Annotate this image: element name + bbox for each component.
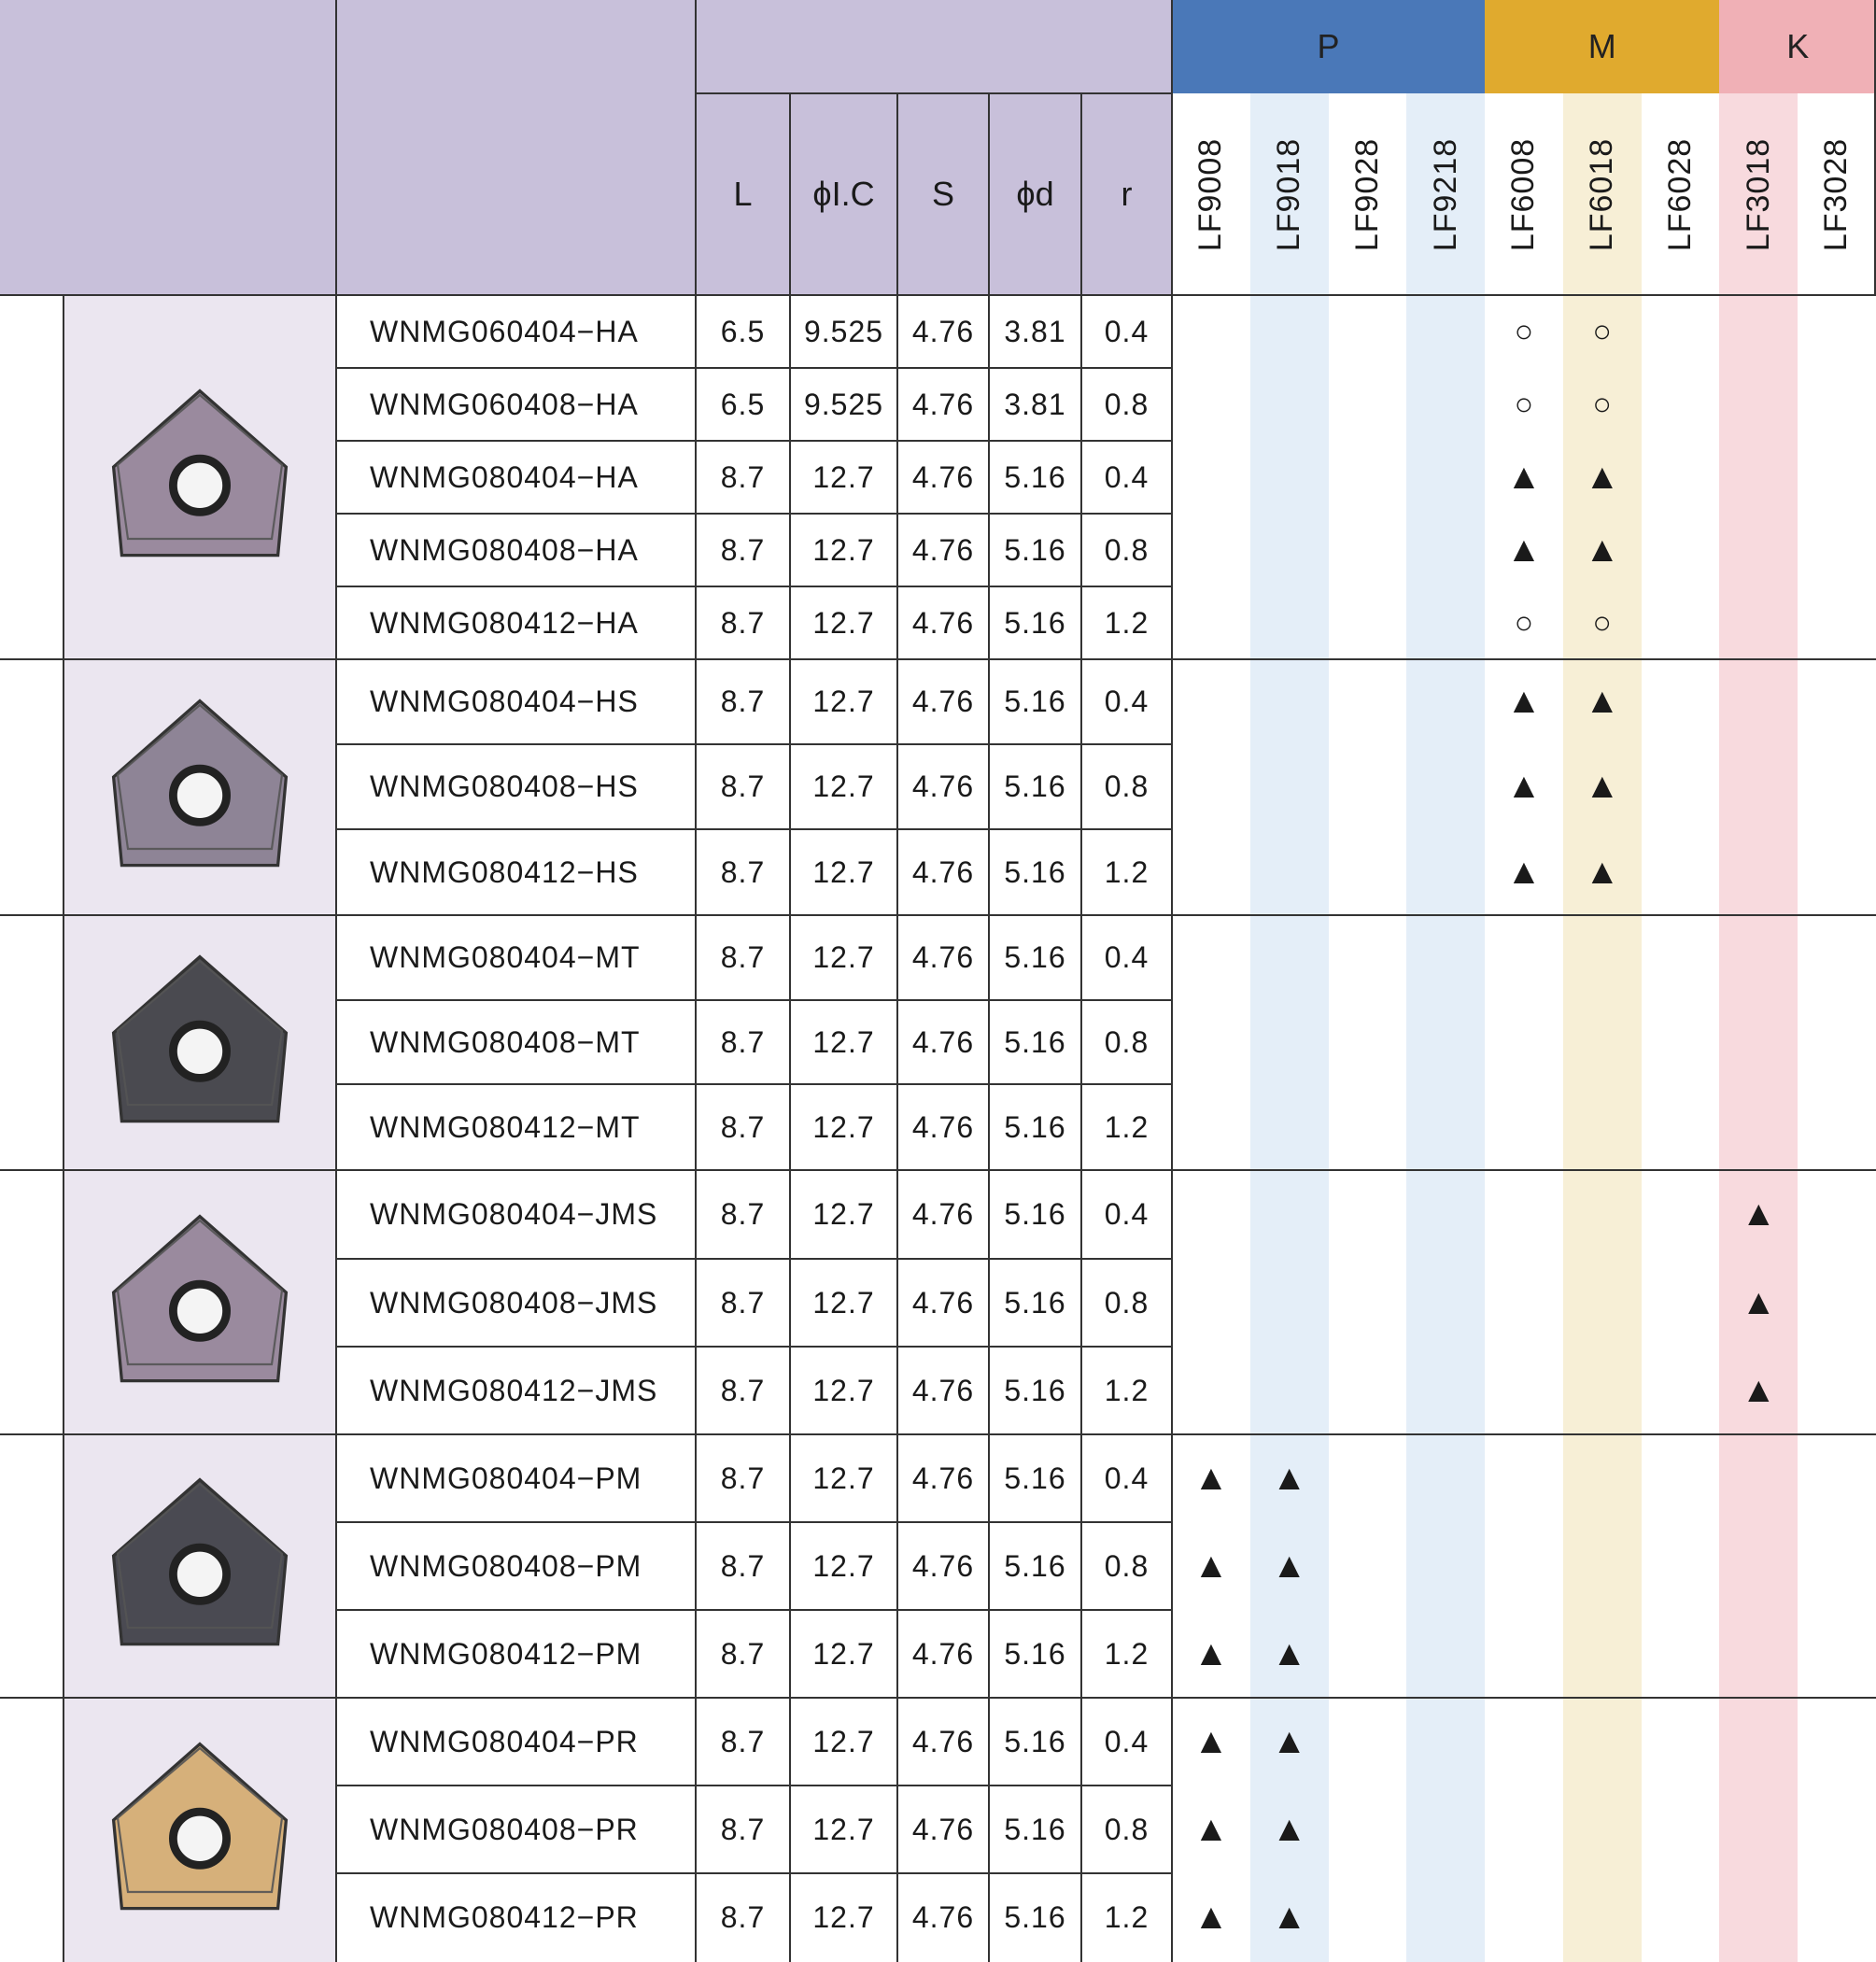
- grid-line: [1080, 93, 1082, 1962]
- insert-image: [63, 295, 336, 659]
- grid-line: [336, 367, 1172, 369]
- availability-mark: ○: [1592, 386, 1613, 422]
- grid-line: [0, 294, 1876, 296]
- dim-cell-l: 8.7: [720, 1900, 766, 1934]
- dim-cell-ic: 12.7: [812, 769, 875, 803]
- dim-cell-ic: 12.7: [812, 940, 875, 974]
- model-cell: WNMG080404−PR: [370, 1724, 639, 1758]
- grid-line: [336, 1083, 1172, 1085]
- dim-cell-s: 4.76: [911, 854, 975, 889]
- dim-cell-d: 5.16: [1004, 459, 1066, 494]
- dim-header-2: S: [931, 175, 954, 213]
- dim-cell-ic: 12.7: [812, 532, 875, 567]
- grid-line: [988, 93, 990, 1962]
- availability-mark: ▲: [1741, 1194, 1777, 1234]
- dim-cell-d: 5.16: [1004, 532, 1066, 567]
- dim-cell-s: 4.76: [911, 605, 975, 640]
- grid-line: [0, 658, 1876, 660]
- grid-line: [336, 999, 1172, 1001]
- dim-cell-s: 4.76: [911, 314, 975, 348]
- dim-header-4: r: [1121, 175, 1133, 213]
- grade-header-lf6008: [1485, 93, 1563, 295]
- dim-cell-r: 1.2: [1104, 1109, 1150, 1144]
- dim-cell-s: 4.76: [911, 1197, 975, 1231]
- dim-cell-ic: 12.7: [812, 605, 875, 640]
- dim-cell-s: 4.76: [911, 1636, 975, 1671]
- dim-cell-s: 4.76: [911, 1724, 975, 1758]
- dim-cell-ic: 12.7: [812, 1285, 875, 1320]
- dim-cell-ic: 12.7: [812, 1724, 875, 1758]
- model-cell: WNMG080412−PM: [370, 1636, 642, 1671]
- grade-header-lf6018: [1563, 93, 1642, 295]
- dim-cell-l: 8.7: [720, 605, 766, 640]
- dim-cell-r: 0.4: [1104, 1197, 1150, 1231]
- model-cell: WNMG080404−PM: [370, 1461, 642, 1495]
- dim-cell-d: 5.16: [1004, 1900, 1066, 1934]
- dim-cell-s: 4.76: [911, 459, 975, 494]
- grade-label: LF9008: [1192, 137, 1229, 251]
- model-cell: WNMG080404−MT: [370, 940, 641, 974]
- model-cell: WNMG080412−HS: [370, 854, 639, 889]
- grid-line: [336, 440, 1172, 442]
- dim-cell-r: 0.8: [1104, 1024, 1150, 1059]
- dim-cell-d: 5.16: [1004, 605, 1066, 640]
- grade-label: LF3028: [1818, 137, 1855, 251]
- grid-line: [0, 1697, 1876, 1699]
- insert-image: [63, 915, 336, 1170]
- dim-cell-r: 0.8: [1104, 1812, 1150, 1846]
- dim-cell-ic: 12.7: [812, 854, 875, 889]
- availability-mark: ▲: [1193, 1721, 1229, 1761]
- availability-mark: ▲: [1584, 767, 1620, 806]
- availability-mark: ▲: [1193, 1898, 1229, 1937]
- dim-cell-l: 8.7: [720, 769, 766, 803]
- availability-mark: ○: [1514, 313, 1534, 349]
- dim-cell-r: 0.8: [1104, 532, 1150, 567]
- dim-cell-l: 8.7: [720, 1373, 766, 1407]
- dim-cell-d: 5.16: [1004, 1373, 1066, 1407]
- grade-label: LF6018: [1584, 137, 1620, 251]
- dim-cell-d: 5.16: [1004, 1548, 1066, 1583]
- availability-mark: ▲: [1506, 767, 1542, 806]
- carbide-insert-icon: [97, 1728, 303, 1933]
- dim-header-0: L: [733, 175, 753, 213]
- dim-cell-d: 5.16: [1004, 940, 1066, 974]
- dim-cell-l: 8.7: [720, 854, 766, 889]
- dim-cell-r: 0.4: [1104, 1724, 1150, 1758]
- grade-header-lf9008: [1172, 93, 1250, 295]
- dim-cell-l: 8.7: [720, 459, 766, 494]
- dim-cell-d: 5.16: [1004, 1636, 1066, 1671]
- grid-line: [789, 93, 791, 1962]
- dim-cell-s: 4.76: [911, 685, 975, 718]
- dim-cell-ic: 9.525: [803, 387, 884, 421]
- dim-cell-r: 1.2: [1104, 605, 1150, 640]
- dim-cell-ic: 9.525: [803, 314, 884, 348]
- dim-cell-s: 4.76: [911, 1461, 975, 1495]
- model-cell: WNMG080412−HA: [370, 605, 639, 640]
- availability-mark: ▲: [1506, 682, 1542, 721]
- dim-cell-d: 3.81: [1004, 314, 1066, 348]
- availability-mark: ○: [1592, 604, 1613, 641]
- grid-line: [1171, 0, 1173, 1962]
- dim-cell-l: 8.7: [720, 1636, 766, 1671]
- availability-mark: ▲: [1271, 1898, 1307, 1937]
- grid-line: [336, 1346, 1172, 1348]
- availability-mark: ▲: [1271, 1546, 1307, 1586]
- grade-label: LF9028: [1348, 137, 1385, 251]
- dim-cell-r: 0.8: [1104, 1548, 1150, 1583]
- grade-header-lf9028: [1329, 93, 1407, 295]
- availability-mark: ▲: [1741, 1282, 1777, 1322]
- grid-line: [336, 743, 1172, 745]
- grid-line: [896, 93, 898, 1962]
- insert-image: [63, 1434, 336, 1698]
- dim-cell-ic: 12.7: [812, 685, 875, 718]
- dim-cell-l: 6.5: [720, 314, 766, 348]
- dim-cell-d: 5.16: [1004, 1024, 1066, 1059]
- model-cell: WNMG060404−HA: [370, 314, 639, 348]
- dim-cell-l: 8.7: [720, 1548, 766, 1583]
- model-cell: WNMG080412−PR: [370, 1900, 639, 1934]
- dim-cell-r: 0.4: [1104, 1461, 1150, 1495]
- dim-cell-r: 0.4: [1104, 685, 1150, 718]
- dim-header-1: ϕI.C: [812, 175, 875, 213]
- grid-line: [695, 0, 697, 1962]
- dim-cell-d: 5.16: [1004, 1812, 1066, 1846]
- dim-cell-ic: 12.7: [812, 1024, 875, 1059]
- dim-cell-s: 4.76: [911, 387, 975, 421]
- dim-cell-l: 8.7: [720, 1461, 766, 1495]
- availability-mark: ▲: [1741, 1370, 1777, 1410]
- dim-cell-l: 8.7: [720, 1285, 766, 1320]
- dim-cell-r: 1.2: [1104, 1900, 1150, 1934]
- grid-line: [336, 1258, 1172, 1260]
- grid-line: [336, 828, 1172, 830]
- grid-line: [335, 0, 337, 1962]
- dim-cell-d: 5.16: [1004, 769, 1066, 803]
- material-group-p: P: [1172, 0, 1485, 93]
- availability-mark: ▲: [1271, 1721, 1307, 1761]
- availability-mark: ▲: [1584, 852, 1620, 892]
- grade-label: LF6028: [1662, 137, 1699, 251]
- dim-cell-d: 5.16: [1004, 1197, 1066, 1231]
- dim-cell-l: 8.7: [720, 1109, 766, 1144]
- carbide-insert-icon: [97, 940, 303, 1146]
- dim-cell-ic: 12.7: [812, 1373, 875, 1407]
- dim-cell-s: 4.76: [911, 1373, 975, 1407]
- model-cell: WNMG080412−JMS: [370, 1373, 658, 1407]
- availability-mark: ▲: [1584, 682, 1620, 721]
- dim-cell-s: 4.76: [911, 769, 975, 803]
- dim-cell-s: 4.76: [911, 1548, 975, 1583]
- dim-cell-s: 4.76: [911, 1812, 975, 1846]
- dim-cell-s: 4.76: [911, 940, 975, 974]
- model-cell: WNMG080408−JMS: [370, 1285, 658, 1320]
- dim-cell-l: 6.5: [720, 387, 766, 421]
- dim-cell-ic: 12.7: [812, 1900, 875, 1934]
- availability-mark: ▲: [1193, 1633, 1229, 1673]
- insert-image: [63, 1170, 336, 1434]
- dim-cell-s: 4.76: [911, 1285, 975, 1320]
- insert-image: [63, 659, 336, 915]
- dim-cell-l: 8.7: [720, 532, 766, 567]
- model-cell: WNMG080408−PM: [370, 1548, 642, 1583]
- dim-cell-l: 8.7: [720, 1197, 766, 1231]
- grade-header-lf6028: [1642, 93, 1720, 295]
- dim-cell-r: 0.8: [1104, 1285, 1150, 1320]
- model-cell: WNMG080412−MT: [370, 1109, 641, 1144]
- availability-mark: ▲: [1271, 1809, 1307, 1849]
- availability-mark: ○: [1514, 604, 1534, 641]
- grade-header-lf3028: [1798, 93, 1876, 295]
- model-cell: WNMG080404−HS: [370, 685, 639, 718]
- availability-mark: ▲: [1193, 1809, 1229, 1849]
- availability-mark: ▲: [1584, 457, 1620, 497]
- dim-cell-d: 5.16: [1004, 1109, 1066, 1144]
- carbide-insert-icon: [97, 1463, 303, 1669]
- dim-cell-s: 4.76: [911, 1024, 975, 1059]
- availability-mark: ▲: [1584, 529, 1620, 570]
- grade-label: LF9218: [1427, 137, 1463, 251]
- dim-cell-r: 0.4: [1104, 459, 1150, 494]
- material-group-k: K: [1719, 0, 1876, 93]
- dim-cell-d: 3.81: [1004, 387, 1066, 421]
- dim-cell-s: 4.76: [911, 1900, 975, 1934]
- dim-cell-ic: 12.7: [812, 1461, 875, 1495]
- grid-line: [336, 513, 1172, 515]
- dim-cell-s: 4.76: [911, 1109, 975, 1144]
- material-group-m: M: [1485, 0, 1719, 93]
- availability-mark: ▲: [1506, 457, 1542, 497]
- model-cell: WNMG080408−HS: [370, 769, 639, 803]
- model-cell: WNMG080404−JMS: [370, 1197, 658, 1231]
- dim-cell-ic: 12.7: [812, 1197, 875, 1231]
- availability-mark: ▲: [1271, 1633, 1307, 1673]
- availability-mark: ▲: [1271, 1458, 1307, 1498]
- grade-column-tint: [1406, 295, 1485, 1962]
- dim-cell-r: 0.4: [1104, 940, 1150, 974]
- dim-cell-d: 5.16: [1004, 1724, 1066, 1758]
- model-cell: WNMG080408−HA: [370, 532, 639, 567]
- dim-cell-r: 0.8: [1104, 769, 1150, 803]
- grid-line: [336, 1872, 1172, 1874]
- grid-line: [336, 1521, 1172, 1523]
- grid-line: [696, 92, 1172, 94]
- model-cell: WNMG080404−HA: [370, 459, 639, 494]
- grid-line: [336, 586, 1172, 587]
- dim-cell-l: 8.7: [720, 1812, 766, 1846]
- dim-cell-r: 0.4: [1104, 314, 1150, 348]
- grade-column-tint: [1719, 295, 1798, 1962]
- grid-line: [63, 295, 64, 1962]
- dim-cell-ic: 12.7: [812, 1812, 875, 1846]
- grid-line: [336, 1609, 1172, 1611]
- model-cell: WNMG080408−PR: [370, 1812, 639, 1846]
- availability-mark: ▲: [1193, 1458, 1229, 1498]
- dim-cell-d: 5.16: [1004, 1461, 1066, 1495]
- dim-cell-s: 4.76: [911, 532, 975, 567]
- availability-mark: ○: [1592, 313, 1613, 349]
- grid-line: [0, 1433, 1876, 1435]
- model-cell: WNMG060408−HA: [370, 387, 639, 421]
- grade-header-lf3018: [1719, 93, 1798, 295]
- availability-mark: ▲: [1506, 529, 1542, 570]
- grade-label: LF3018: [1740, 137, 1776, 251]
- dim-cell-ic: 12.7: [812, 1109, 875, 1144]
- dim-cell-l: 8.7: [720, 940, 766, 974]
- grade-header-lf9018: [1250, 93, 1329, 295]
- carbide-insert-icon: [97, 374, 303, 580]
- grid-line: [0, 914, 1876, 916]
- dim-cell-d: 5.16: [1004, 854, 1066, 889]
- dim-cell-r: 0.8: [1104, 387, 1150, 421]
- dim-cell-l: 8.7: [720, 685, 766, 718]
- dim-cell-d: 5.16: [1004, 1285, 1066, 1320]
- model-cell: WNMG080408−MT: [370, 1024, 641, 1059]
- carbide-insert-icon: [97, 1200, 303, 1405]
- grade-label: LF6008: [1505, 137, 1542, 251]
- dim-cell-r: 1.2: [1104, 1636, 1150, 1671]
- grid-line: [336, 1785, 1172, 1786]
- availability-mark: ○: [1514, 386, 1534, 422]
- insert-image: [63, 1698, 336, 1962]
- dim-cell-d: 5.16: [1004, 685, 1066, 718]
- grid-line: [0, 1169, 1876, 1171]
- dim-cell-ic: 12.7: [812, 1636, 875, 1671]
- grade-label: LF9018: [1271, 137, 1307, 251]
- dim-cell-ic: 12.7: [812, 1548, 875, 1583]
- grade-header-lf9218: [1406, 93, 1485, 295]
- dim-cell-r: 1.2: [1104, 854, 1150, 889]
- dim-cell-r: 1.2: [1104, 1373, 1150, 1407]
- dim-cell-ic: 12.7: [812, 459, 875, 494]
- dim-cell-l: 8.7: [720, 1724, 766, 1758]
- availability-mark: ▲: [1506, 852, 1542, 892]
- availability-mark: ▲: [1193, 1546, 1229, 1586]
- carbide-insert-icon: [97, 685, 303, 890]
- dim-header-3: ϕd: [1016, 175, 1054, 213]
- dim-cell-l: 8.7: [720, 1024, 766, 1059]
